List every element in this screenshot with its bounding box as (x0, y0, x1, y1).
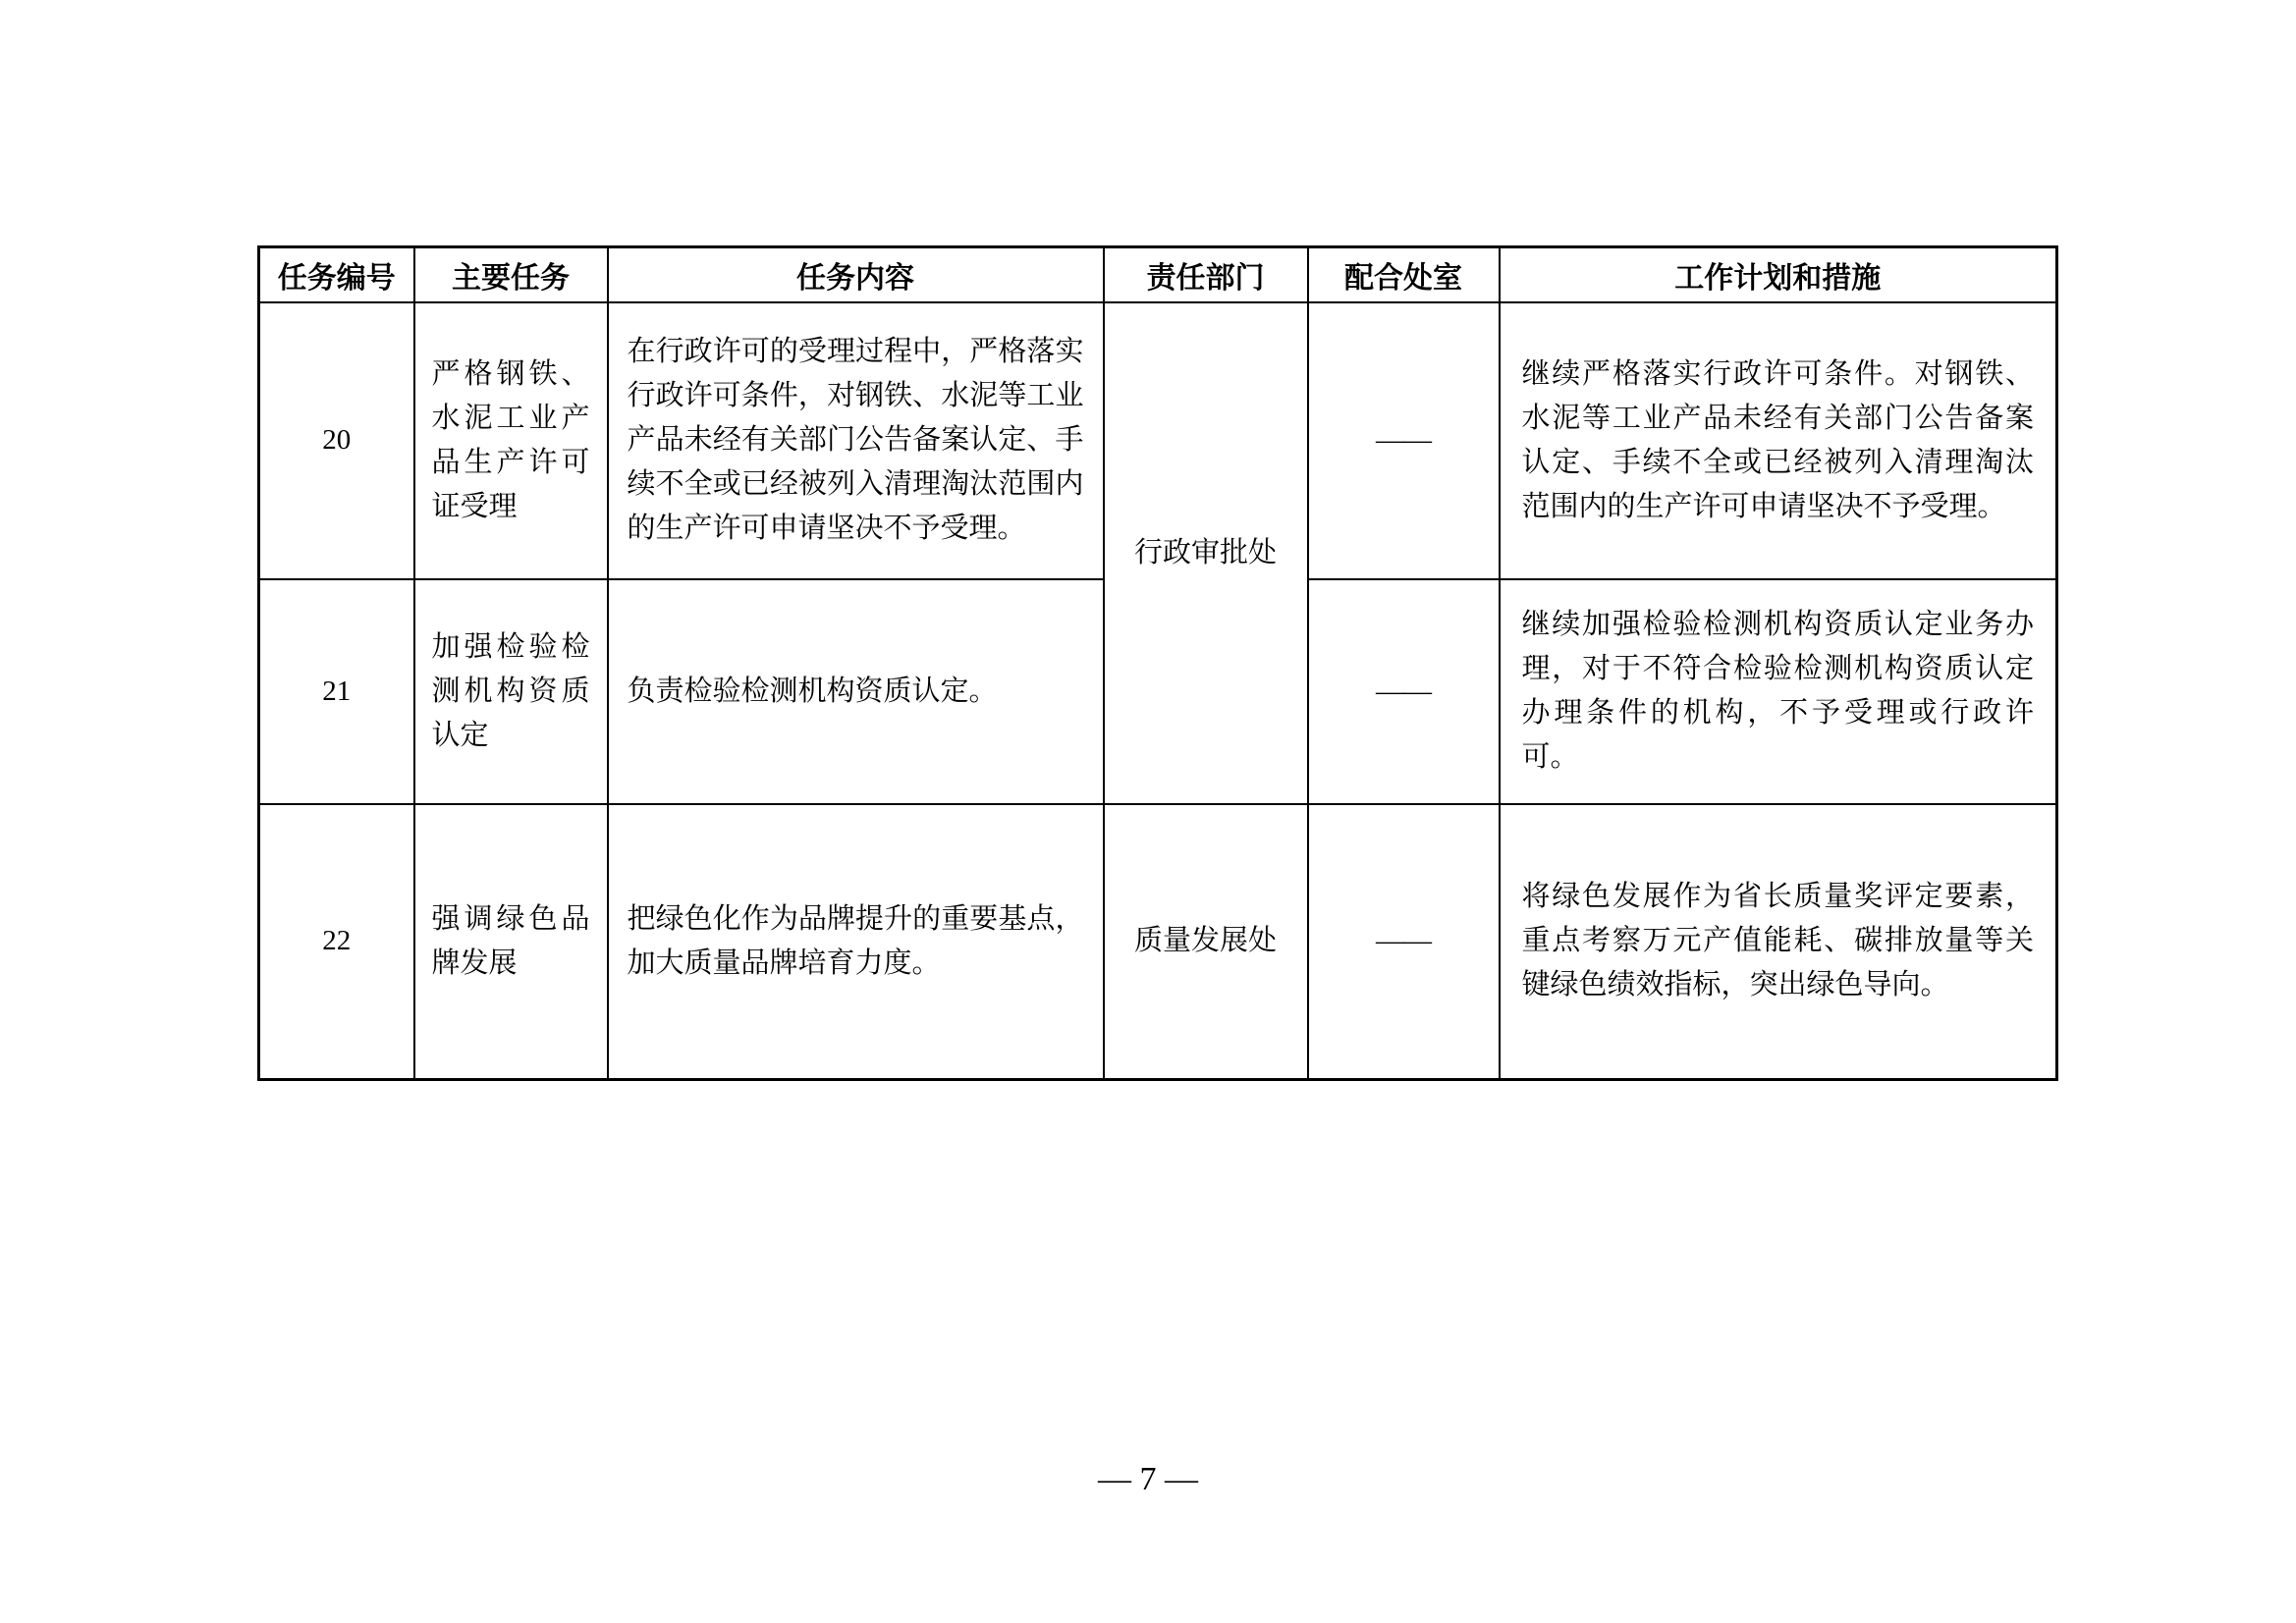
department-cell: 质量发展处 (1104, 804, 1308, 1080)
work-plan-cell: 继续严格落实行政许可条件。对钢铁、水泥等工业产品未经有关部门公告备案认定、手续不全或已经被列入清理淘汰范围内的生产许可申请坚决不予受理。 (1500, 302, 2057, 579)
task-content-cell: 负责检验检测机构资质认定。 (608, 579, 1104, 804)
department-cell: 行政审批处 (1104, 302, 1308, 804)
column-header-task-id: 任务编号 (259, 247, 414, 302)
page-number: — 7 — (1098, 1461, 1198, 1497)
task-table (257, 245, 2058, 1081)
task-id-cell: 22 (259, 804, 414, 1080)
task-id-cell: 20 (259, 302, 414, 579)
work-plan-cell: 将绿色发展作为省长质量奖评定要素，重点考察万元产值能耗、碳排放量等关键绿色绩效指标，突出绿色导向。 (1500, 804, 2057, 1080)
cooperating-office-cell: —— (1308, 579, 1500, 804)
column-header-cooperating-office: 配合处室 (1308, 247, 1500, 302)
column-header-work-plan: 工作计划和措施 (1500, 247, 2057, 302)
column-header-main-task: 主要任务 (414, 247, 608, 302)
main-task-cell: 强调绿色品牌发展 (414, 804, 608, 1080)
column-header-task-content: 任务内容 (608, 247, 1104, 302)
task-content-cell: 把绿色化作为品牌提升的重要基点，加大质量品牌培育力度。 (608, 804, 1104, 1080)
cooperating-office-cell: —— (1308, 804, 1500, 1080)
table-row-22 (259, 804, 2057, 1080)
task-content-cell: 在行政许可的受理过程中，严格落实行政许可条件，对钢铁、水泥等工业产品未经有关部门公告备案认定、手续不全或已经被列入清理淘汰范围内的生产许可申请坚决不予受理。 (608, 302, 1104, 579)
table-header-row (259, 247, 2057, 302)
column-header-department: 责任部门 (1104, 247, 1308, 302)
main-task-cell: 加强检验检测机构资质认定 (414, 579, 608, 804)
main-task-cell: 严格钢铁、水泥工业产品生产许可证受理 (414, 302, 608, 579)
cooperating-office-cell: —— (1308, 302, 1500, 579)
task-id-cell: 21 (259, 579, 414, 804)
work-plan-cell: 继续加强检验检测机构资质认定业务办理，对于不符合检验检测机构资质认定办理条件的机构，不予受理或行政许可。 (1500, 579, 2057, 804)
table-row-20 (259, 302, 2057, 579)
